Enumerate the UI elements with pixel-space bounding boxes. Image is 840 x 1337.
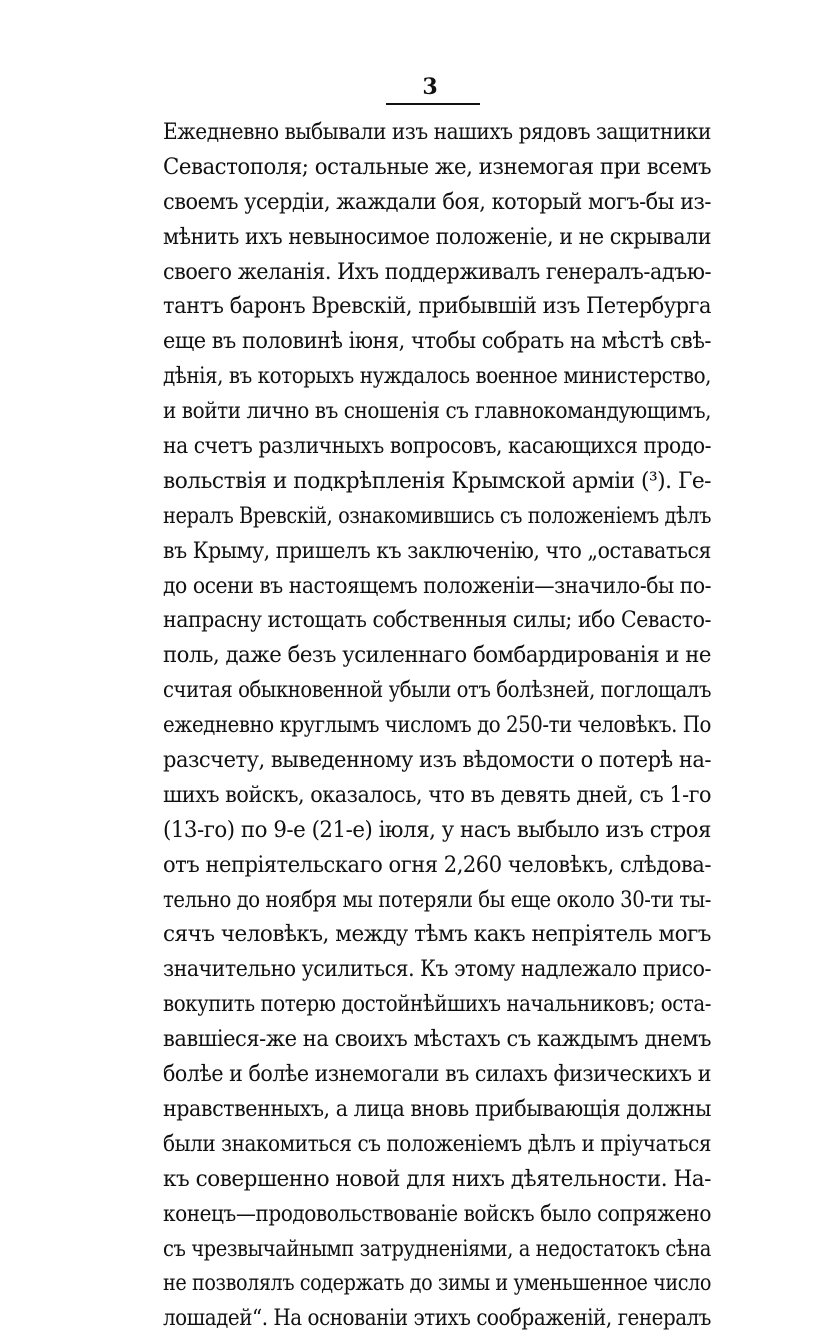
text-line: шихъ войскъ, оказалось, что въ девять дней, съ 1-го (163, 782, 711, 808)
body-text (163, 116, 711, 1337)
text-line: напрасну истощать собственныя силы; ибо Севасто- (163, 608, 711, 634)
text-line: дѣнія, въ которыхъ нуждалось военное министерство, (163, 364, 711, 390)
text-line: конецъ—продовольствованіе войскъ было сопряжено (163, 1201, 711, 1227)
text-line: болѣе и болѣе изнемогали въ силахъ физическихъ и (163, 1062, 711, 1088)
text-line: до осени въ настоящемъ положеніи—значило-бы по- (163, 573, 712, 599)
text-line: тельно до ноября мы потеряли бы еще около 30-ти ты- (163, 887, 711, 913)
text-line: значительно усилиться. Къ этому надлежало присо- (163, 957, 711, 983)
page-number: 3 (422, 74, 438, 100)
text-line: нравственныхъ, а лица вновь прибывающія должны (163, 1096, 711, 1122)
text-line: въ Крыму, пришелъ къ заключенію, что „оставаться (163, 538, 711, 564)
text-line: (13-го) по 9-е (21-е) іюля, у насъ выбыло изъ строя (163, 817, 712, 843)
text-line: отъ непріятельскаго огня 2,260 человѣкъ, слѣдова- (163, 852, 711, 878)
text-line: не позволялъ содержать до зимы и уменьшенное число (163, 1271, 711, 1297)
text-line: тантъ баронъ Вревскій, прибывшій изъ Петербурга (163, 294, 711, 320)
text-line: считая обыкновенной убыли отъ болѣзней, поглощалъ (163, 678, 711, 704)
text-line: Севастополя; остальные же, изнемогая при всемъ (163, 154, 712, 180)
text-line: еще въ половинѣ іюня, чтобы собрать на мѣстѣ свѣ- (163, 329, 711, 355)
text-line: съ чрезвычайнымп затрудненіями, а недостатокъ сѣна (163, 1236, 711, 1262)
text-line: вольствія и подкрѣпленія Крымской арміи (³). Ге- (163, 468, 712, 494)
header-rule (386, 103, 480, 105)
text-line: своемъ усердіи, жаждали боя, который могъ-бы из- (163, 189, 711, 215)
text-line: вавшіеся-же на своихъ мѣстахъ съ каждымъ днемъ (163, 1027, 711, 1053)
text-line: нералъ Вревскій, ознакомившись съ положеніемъ дѣлъ (163, 503, 711, 529)
text-line: и войти лично въ сношенія съ главнокомандующимъ, (163, 399, 712, 425)
text-line: своего желанія. Ихъ поддерживалъ генералъ-адъю- (163, 259, 711, 285)
text-line: разсчету, выведенному изъ вѣдомости о потерѣ на- (163, 748, 712, 774)
text-line: ежедневно круглымъ числомъ до 250-ти человѣкъ. По (163, 713, 711, 739)
text-line: были знакомиться съ положеніемъ дѣлъ и пріучаться (163, 1131, 712, 1157)
text-line: къ совершенно новой для нихъ дѣятельности. На- (163, 1166, 711, 1192)
text-line: на счетъ различныхъ вопросовъ, касающихся продо- (163, 434, 712, 460)
text-line: сячъ человѣкъ, между тѣмъ какъ непріятель могъ (163, 922, 711, 948)
text-line: лошадей“. На основаніи этихъ соображеній, генералъ (163, 1306, 711, 1332)
text-line: Ежедневно выбывали изъ нашихъ рядовъ защитники (163, 120, 712, 145)
text-line: мѣнить ихъ невыносимое положеніе, и не скрывали (163, 224, 712, 250)
text-line: поль, даже безъ усиленнаго бомбардированія и не (163, 643, 712, 669)
text-line: вокупить потерю достойнѣйшихъ начальниковъ; оста- (163, 992, 712, 1018)
